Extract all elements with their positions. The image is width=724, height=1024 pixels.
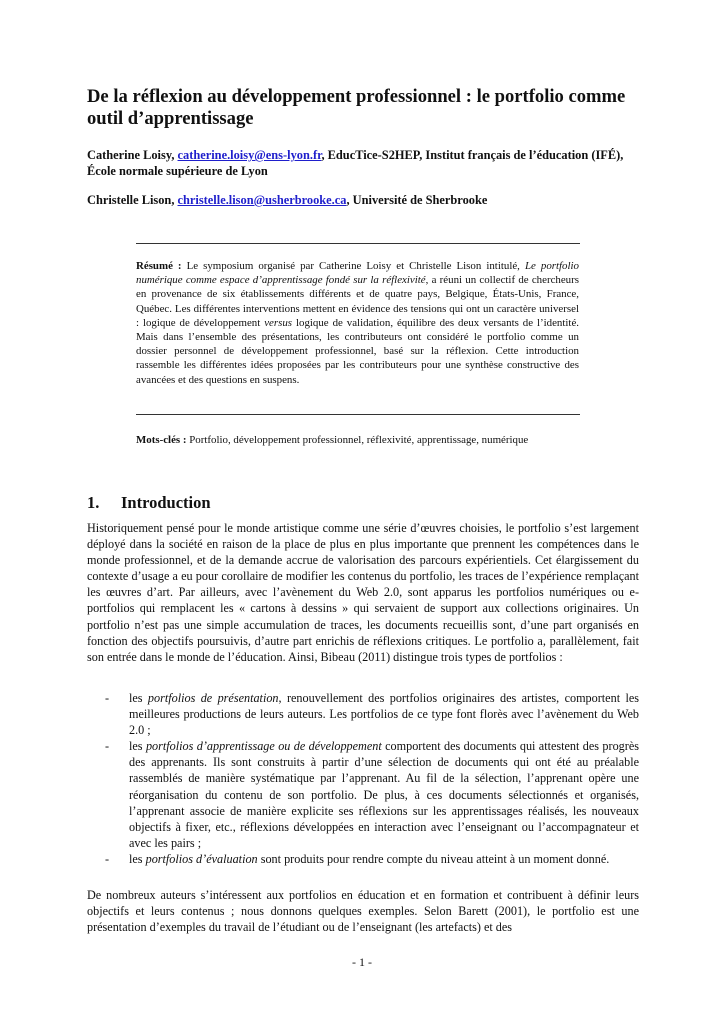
bullet-dash: - (105, 851, 110, 866)
abstract-label: Résumé : (136, 260, 182, 272)
bullet-dash: - (105, 739, 110, 754)
list-item-text: les (129, 691, 148, 705)
portfolio-types-list (105, 690, 639, 867)
keywords-label: Mots-clés : (136, 434, 187, 446)
section-heading (87, 493, 211, 513)
abstract (136, 259, 579, 387)
paper-title: De la réflexion au développement professionnel : le portfolio comme outil d’apprentissage (87, 86, 626, 129)
author-1-email-link[interactable]: catherine.loisy@ens-lyon.fr (177, 148, 322, 162)
keywords-text: Portfolio, développement professionnel, réflexivité, apprentissage, numérique (186, 434, 529, 446)
list-item-text: les (129, 739, 146, 754)
list-item (105, 738, 639, 851)
abstract-symposium-title: Le portfolio numérique comme espace d’apprentissage fondé sur la réflexivité (136, 260, 579, 287)
list-item (105, 851, 639, 867)
author-2-affiliation: , Université de Sherbrooke (346, 193, 488, 207)
abstract-text: Le symposium organisé par Catherine Loisy et Christelle Lison intitulé, (181, 260, 525, 272)
section-title: Introduction (121, 493, 211, 512)
page-number: - 1 - (352, 955, 372, 969)
list-item-text: les (129, 851, 146, 866)
abstract-versus: versus (264, 316, 293, 329)
list-item (105, 690, 639, 738)
abstract-bottom-rule (136, 414, 580, 415)
author-2-name: Christelle Lison, (87, 193, 178, 207)
list-item-term: portfolios d’évaluation (145, 851, 258, 866)
author-1 (87, 147, 647, 179)
author-1-name: Catherine Loisy, (87, 148, 178, 162)
abstract-text: , a réuni un collectif de chercheurs en provenance de six établissements différents et de quatre pays, Belgique, États-Unis, France, Québec. Les différentes interventions mettent en évidence des tensions qui ont un caractère universel : logique de développement (136, 274, 579, 329)
list-item-term: portfolios de présentation (147, 691, 279, 705)
list-item-text: comportent des documents qui attestent des progrès des apprenants. Ils sont construits à partir d’une sélection de documents qui ont été au préalable rassemblés de manière systématique par l’apprenant. Au fil de la sélection, l’apprenant opère une réorganisation du contenu de son portfolio. De plus, à ces documents sélectionnés et organisés, l’apprenant associe de manière explicite ses réflexions sur les apprentissages réalisés, les nouveaux objectifs à fixer, etc., réflexions développées en interaction avec l’enseignant ou l’accompagnateur et avec les pairs ; (129, 739, 639, 850)
paragraph-2: De nombreux auteurs s’intéressent aux portfolios en éducation et en formation et contribuent à définir leurs objectifs et leurs contenus ; nous donnons quelques exemples. Selon Barett (2001), le portfolio est une présentation d’exemples du travail de l’étudiant ou de l’enseignant (les artefacts) et des (87, 888, 639, 935)
list-item-text: sont produits pour rendre compte du niveau atteint à un moment donné. (257, 851, 610, 866)
author-2-email-link[interactable]: christelle.lison@usherbrooke.ca (177, 193, 347, 207)
paragraph-1: Historiquement pensé pour le monde artistique comme une série d’œuvres choisies, le portfolio s’est largement déployé dans la société en raison de la place de plus en plus importante que prennent les compétences dans le monde professionnel, et de la demande accrue de valorisation des parcours expérientiels. Cet élargissement du contexte d’usage a eu pour corollaire de modifier les contenus du portfolio, les traces de l’expérience remplaçant les œuvres d’art. Par ailleurs, avec l’avènement du Web 2.0, sont apparus les portfolios numériques ou e-portfolios qui remplacent les « cartons à dessins » qui servaient de support aux collections originaires. Un portfolio n’est pas une simple accumulation de traces, les documents recueillis sont, d’une part organisés en fonction des objectifs poursuivis, d’autre part enrichis de réflexions critiques. Le portfolio a, parallèlement, fait son entrée dans le monde de l’éducation. Ainsi, Bibeau (2011) distingue trois types de portfolios : (87, 521, 639, 664)
list-item-term: portfolios d’apprentissage ou de développement (145, 739, 382, 754)
bullet-dash: - (105, 691, 110, 705)
list-item-text: , renouvellement des portfolios originaires des artistes, comportent les meilleures productions de leurs auteurs. Les portfolios de ce type font florès avec l’avènement du Web 2.0 ; (129, 691, 639, 738)
abstract-text: logique de validation, équilibre des deux versants de l’identité. Mais dans l’ensemble des présentations, les contributeurs ont considéré le portfolio comme un dossier personnel de développement professionnel, basé sur la réflexion. Cette introduction rassemble les différentes idées proposées par les contributeurs pour une synthèse constructive des avancées et des questions en suspens. (136, 316, 579, 386)
author-2 (87, 192, 647, 208)
section-number: 1. (87, 493, 100, 512)
abstract-top-rule (136, 243, 580, 244)
keywords (136, 433, 586, 447)
author-1-affiliation: , EducTice-S2HEP, Institut français de l’éducation (IFÉ), École normale supérieure de Lyon (87, 148, 624, 178)
